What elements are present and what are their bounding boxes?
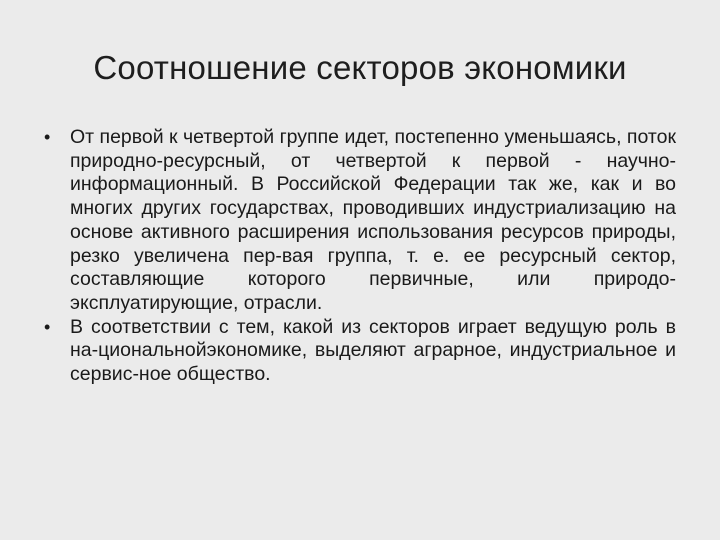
bullet-item-2 (40, 316, 676, 387)
bullet-marker: • (44, 316, 51, 337)
bullet-item-1 (40, 126, 676, 316)
bullet-list (40, 126, 676, 387)
bullet-text: От первой к четвертой группе идет, постепенно уменьшаясь, поток природно-ресурсный, от четвертой к первой - научно-информационный. В Российской Федерации так же, как и во многих других государствах, проводивших индустриализацию на основе активного расширения использования ресурсов природы, резко увеличена пер-вая группа, т. е. ее ресурсный сектор, составляющие которого первичные, или природо-эксплуатирующие, отрасли. (70, 126, 676, 314)
bullet-marker: • (44, 127, 51, 147)
bullet-text: В соответствии с тем, какой из секторов играет ведущую роль в на-циональнойэкономике, выделяют аграрное, индустриальное и сервис-ное общество. (70, 315, 676, 386)
slide-title: Соотношение секторов экономики (93, 49, 627, 86)
